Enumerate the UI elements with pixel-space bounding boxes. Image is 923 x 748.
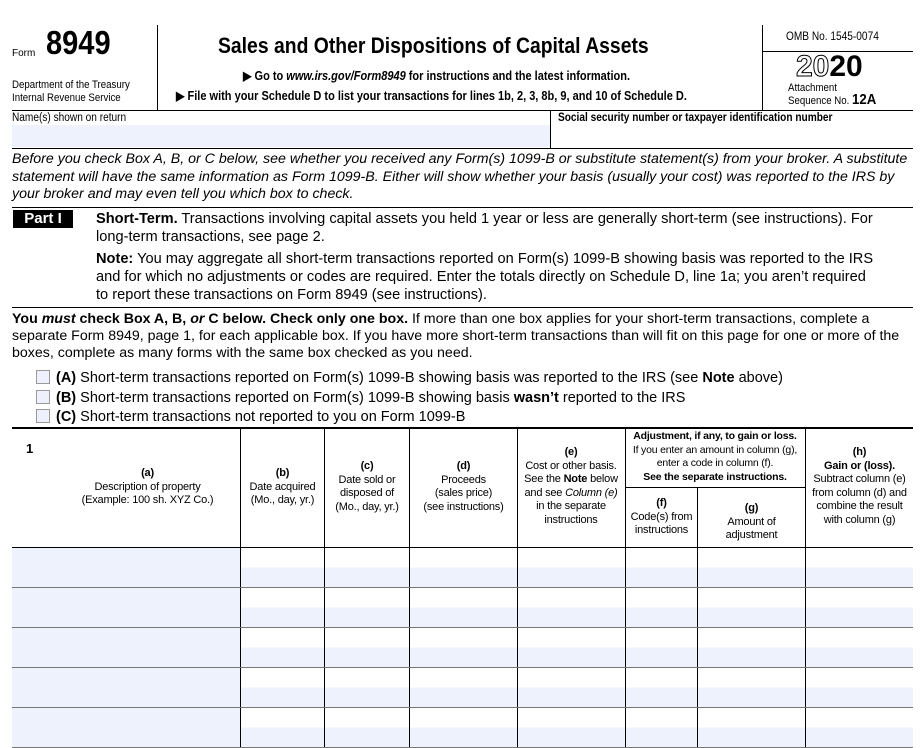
col-h-header: (h) Gain or (loss). Subtract column (e) from column (d) and combine the result with column (g) — [812, 446, 907, 526]
row-4-date-acquired-cell[interactable] — [241, 668, 324, 707]
form-number: 8949 — [46, 24, 111, 61]
row-5-date-acquired-cell[interactable] — [241, 708, 324, 747]
row-3-description-cell[interactable] — [12, 628, 240, 667]
box-b-option[interactable]: (B) Short-term transactions reported on Form(s) 1099-B showing basis wasn’t reported to the IRS — [36, 389, 783, 409]
row-4-date-sold-cell[interactable] — [325, 668, 409, 707]
row-5-code-cell[interactable] — [626, 708, 697, 747]
row-2-proceeds-cell[interactable] — [410, 588, 517, 627]
box-options — [36, 369, 783, 428]
row-3-cost-basis-cell[interactable] — [518, 628, 625, 667]
row-4-adjustment-cell[interactable] — [698, 668, 805, 707]
part-note — [96, 250, 876, 304]
file-with-line: ▶ File with your Schedule D to list your transactions for lines 1b, 2, 3, 8b, 9, and 10 of Schedule D. — [176, 89, 687, 103]
row-3-proceeds-cell[interactable] — [410, 628, 517, 667]
ssn-label: Social security number or taxpayer identification number — [558, 112, 833, 124]
row-5-gain-loss-cell[interactable] — [806, 708, 913, 747]
adjustment-header: Adjustment, if any, to gain or loss. If you enter an amount in column (g), enter a code in column (f). See the separate instructions. — [632, 430, 798, 483]
row-5-proceeds-cell[interactable] — [410, 708, 517, 747]
col-e-header: (e) Cost or other basis. See the Note below and see Column (e) in the separate instructions — [524, 446, 618, 526]
row-1-proceeds-cell[interactable] — [410, 548, 517, 587]
row-4-description-cell[interactable] — [12, 668, 240, 707]
goto-suffix: for instructions and the latest information. — [405, 69, 631, 83]
col-c-header: (c) Date sold or disposed of (Mo., day, yr.) — [335, 460, 399, 513]
form-label: Form — [12, 48, 36, 59]
irs-link[interactable]: www.irs.gov/Form8949 — [286, 69, 406, 83]
box-a-checkbox[interactable] — [36, 370, 50, 384]
sequence-label: Sequence No. — [788, 95, 850, 107]
row-2-description-cell[interactable] — [12, 588, 240, 627]
dept-line: Department of the Treasury — [12, 79, 130, 91]
note-text: You may aggregate all short-term transactions reported on Form(s) 1099-B showing basis was reported to the IRS and for which no adjustments or codes are required. Enter the totals directly on Schedule D, line 1a; you aren’t required to report these transactions on Form 8949 (see instructions). — [96, 251, 874, 303]
box-b-checkbox[interactable] — [36, 390, 50, 404]
omb-number: OMB No. 1545-0074 — [786, 31, 879, 43]
attachment-label: Attachment — [788, 82, 837, 94]
intro-paragraph: Before you check Box A, B, or C below, see whether you received any Form(s) 1099-B or substitute statement(s) from your broker. A substitute statement will have the same information as Form 1099-B. Either will show whether your basis (usually your cost) was reported to the IRS by your broker and may even tell you which box to check. — [12, 151, 908, 202]
attachment-sequence — [788, 83, 876, 107]
row-2-cost-basis-cell[interactable] — [518, 588, 625, 627]
department — [12, 79, 130, 105]
row-1-adjustment-cell[interactable] — [698, 548, 805, 587]
row-3-adjustment-cell[interactable] — [698, 628, 805, 667]
row-3-gain-loss-cell[interactable] — [806, 628, 913, 667]
row-5-cost-basis-cell[interactable] — [518, 708, 625, 747]
ssn-field[interactable] — [551, 125, 913, 147]
col-a-header: (a) Description of property (Example: 100 sh. XYZ Co.) — [81, 467, 214, 506]
box-c-option[interactable]: (C) Short-term transactions not reported to you on Form 1099-B — [36, 408, 783, 428]
row-2-adjustment-cell[interactable] — [698, 588, 805, 627]
part-heading — [96, 210, 876, 246]
line-number: 1 — [26, 441, 34, 456]
tax-year — [796, 50, 863, 84]
year-bold: 20 — [829, 50, 863, 83]
dept-line: Internal Revenue Service — [12, 92, 121, 104]
row-4-gain-loss-cell[interactable] — [806, 668, 913, 707]
row-2-date-sold-cell[interactable] — [325, 588, 409, 627]
col-d-header: (d) Proceeds (sales price) (see instructions) — [423, 460, 504, 513]
note-label: Note: — [96, 251, 134, 267]
row-1-date-sold-cell[interactable] — [325, 548, 409, 587]
col-f-header: (f) Code(s) from instructions — [630, 497, 693, 536]
row-3-code-cell[interactable] — [626, 628, 697, 667]
col-b-header: (b) Date acquired (Mo., day, yr.) — [249, 467, 316, 506]
row-2-gain-loss-cell[interactable] — [806, 588, 913, 627]
row-1-date-acquired-cell[interactable] — [241, 548, 324, 587]
row-3-date-acquired-cell[interactable] — [241, 628, 324, 667]
sequence-number: 12A — [852, 91, 877, 108]
must-check-instructions: You must check Box A, B, or C below. Check only one box. If more than one box applies for your short-term transactions, complete a separate Form 8949, page 1, for each applicable box. If you have more short-term transactions than will fit on this page for one or more of the boxes, complete as many forms with the same box checked as you need. — [12, 311, 900, 361]
row-4-code-cell[interactable] — [626, 668, 697, 707]
row-2-date-acquired-cell[interactable] — [241, 588, 324, 627]
row-1-gain-loss-cell[interactable] — [806, 548, 913, 587]
col-g-header: (g) Amount of adjustment — [725, 502, 778, 541]
row-4-cost-basis-cell[interactable] — [518, 668, 625, 707]
goto-line — [243, 68, 630, 83]
box-c-checkbox[interactable] — [36, 409, 50, 423]
row-5-date-sold-cell[interactable] — [325, 708, 409, 747]
row-3-date-sold-cell[interactable] — [325, 628, 409, 667]
row-1-description-cell[interactable] — [12, 548, 240, 587]
goto-prefix: ▶ Go to — [243, 69, 287, 83]
row-1-cost-basis-cell[interactable] — [518, 548, 625, 587]
box-a-option[interactable]: (A) Short-term transactions reported on Form(s) 1099-B showing basis was reported to the IRS (see Note above) — [36, 369, 783, 389]
part-label: Part I — [13, 210, 73, 228]
row-5-description-cell[interactable] — [12, 708, 240, 747]
row-4-proceeds-cell[interactable] — [410, 668, 517, 707]
row-2-code-cell[interactable] — [626, 588, 697, 627]
part-heading-title: Short-Term. — [96, 211, 178, 227]
part-heading-text: Transactions involving capital assets you held 1 year or less are generally short-term (see instructions). For long-term transactions, see page 2. — [96, 211, 873, 245]
row-1-code-cell[interactable] — [626, 548, 697, 587]
name-label: Name(s) shown on return — [12, 112, 127, 124]
name-field[interactable] — [12, 125, 550, 147]
year-outline: 20 — [796, 50, 830, 83]
form-title: Sales and Other Dispositions of Capital Assets — [218, 33, 649, 58]
row-5-adjustment-cell[interactable] — [698, 708, 805, 747]
